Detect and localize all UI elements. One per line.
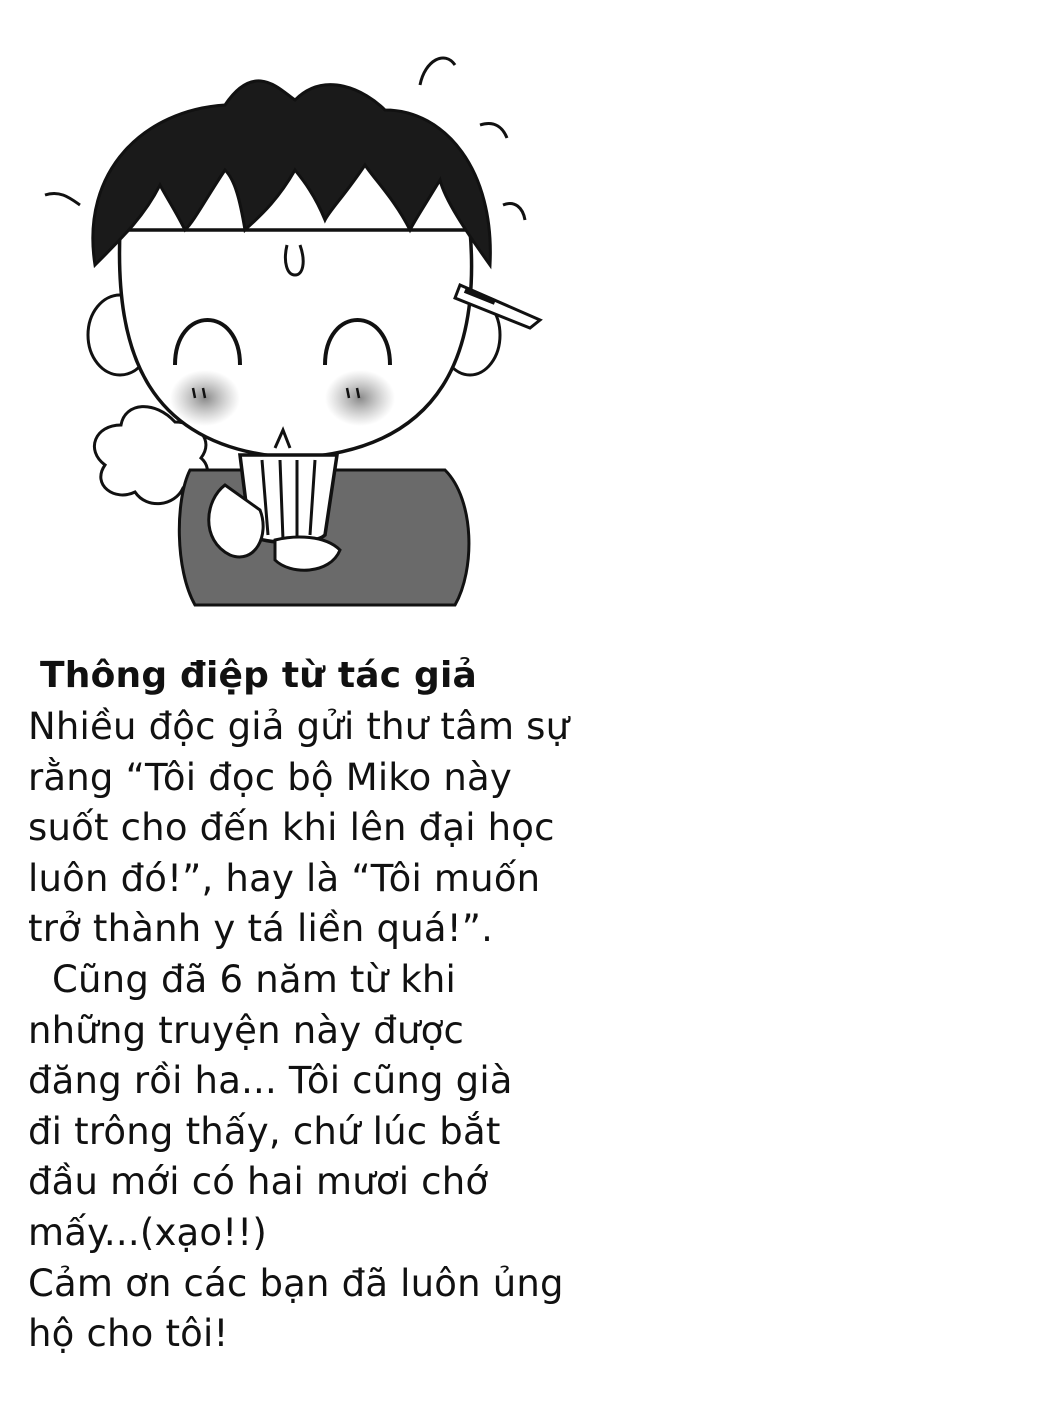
message-line: Cảm ơn các bạn đã luôn ủng [28,1261,564,1305]
message-line: rằng “Tôi đọc bộ Miko này [28,755,513,799]
message-line: Cũng đã 6 năm từ khi [52,957,457,1001]
message-line: Nhiều độc giả gửi thư tâm sự [28,705,570,748]
message-line: suốt cho đến khi lên đại học [28,806,555,850]
author-avatar-illustration [25,30,565,610]
message-title: Thông điệp từ tác giả [40,655,478,696]
author-message [28,650,570,1360]
message-line: đi trông thấy, chứ lúc bắt [28,1109,501,1153]
message-line: luôn đó!”, hay là “Tôi muốn [28,856,541,900]
message-line: mấy...(xạo!!) [28,1210,267,1254]
message-line: hộ cho tôi! [28,1312,229,1356]
message-line: những truyện này được [28,1008,464,1052]
message-line: đăng rồi ha... Tôi cũng già [28,1059,513,1103]
message-line: trở thành y tá liền quá!”. [28,907,494,951]
message-line: đầu mới có hai mươi chớ [28,1160,489,1204]
